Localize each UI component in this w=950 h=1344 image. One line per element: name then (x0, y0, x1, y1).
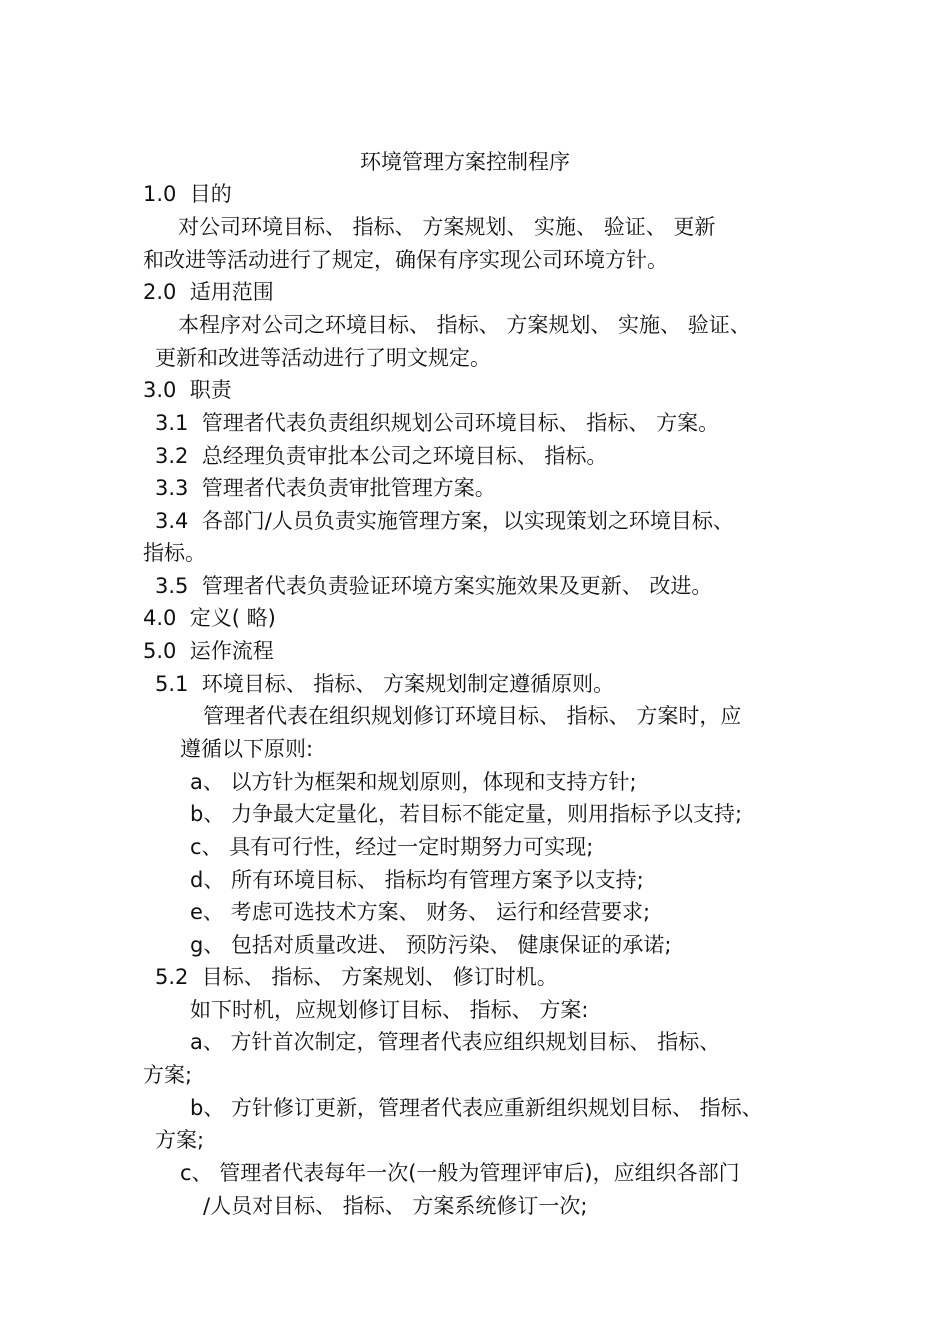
paragraph-line: 本程序对公司之环境目标、 指标、 方案规划、 实施、 验证、 (178, 313, 751, 337)
section-heading: 3.0 职责 (143, 378, 232, 402)
paragraph-line: 如下时机，应规划修订目标、 指标、 方案: (190, 998, 589, 1022)
list-item: 3.2 总经理负责审批本公司之环境目标、 指标。 (155, 444, 608, 468)
document-title: 环境管理方案控制程序 (360, 150, 570, 174)
paragraph-line: 更新和改进等活动进行了明文规定。 (155, 346, 491, 370)
section-heading: 5.0 运作流程 (143, 639, 274, 663)
list-item: 3.4 各部门/人员负责实施管理方案，以实现策划之环境目标、 (155, 509, 734, 533)
section-heading: 4.0 定义( 略) (143, 606, 276, 630)
list-item: a、 方针首次制定，管理者代表应组织规划目标、 指标、 (190, 1030, 721, 1054)
list-item-continuation: 方案; (155, 1128, 205, 1152)
list-item: 3.3 管理者代表负责审批管理方案。 (155, 476, 496, 500)
list-item: c、 管理者代表每年一次(一般为管理评审后)，应组织各部门 (180, 1161, 740, 1185)
list-item: d、 所有环境目标、 指标均有管理方案予以支持; (190, 868, 644, 892)
list-item: 3.1 管理者代表负责组织规划公司环境目标、 指标、 方案。 (155, 411, 720, 435)
list-item: e、 考虑可选技术方案、 财务、 运行和经营要求; (190, 900, 651, 924)
paragraph-line: 对公司环境目标、 指标、 方案规划、 实施、 验证、 更新 (178, 215, 716, 239)
list-item: 3.5 管理者代表负责验证环境方案实施效果及更新、 改进。 (155, 574, 713, 598)
list-item-continuation: /人员对目标、 指标、 方案系统修订一次; (203, 1194, 588, 1218)
paragraph-line: 和改进等活动进行了规定，确保有序实现公司环境方针。 (143, 248, 668, 272)
list-item-continuation: 方案; (143, 1063, 193, 1087)
section-heading: 1.0 目的 (143, 182, 232, 206)
list-item: c、 具有可行性，经过一定时期努力可实现; (190, 835, 594, 859)
section-heading: 2.0 适用范围 (143, 280, 274, 304)
subsection-heading: 5.1 环境目标、 指标、 方案规划制定遵循原则。 (155, 672, 615, 696)
subsection-heading: 5.2 目标、 指标、 方案规划、 修订时机。 (155, 965, 558, 989)
list-item: b、 方针修订更新，管理者代表应重新组织规划目标、 指标、 (190, 1096, 763, 1120)
list-item: a、 以方针为框架和规划原则，体现和支持方针; (190, 770, 637, 794)
paragraph-line: 遵循以下原则: (180, 737, 314, 761)
list-item: b、 力争最大定量化，若目标不能定量，则用指标予以支持; (190, 802, 743, 826)
list-item: g、 包括对质量改进、 预防污染、 健康保证的承诺; (190, 933, 672, 957)
paragraph-line: 管理者代表在组织规划修订环境目标、 指标、 方案时，应 (203, 704, 742, 728)
list-item-continuation: 指标。 (143, 541, 206, 565)
